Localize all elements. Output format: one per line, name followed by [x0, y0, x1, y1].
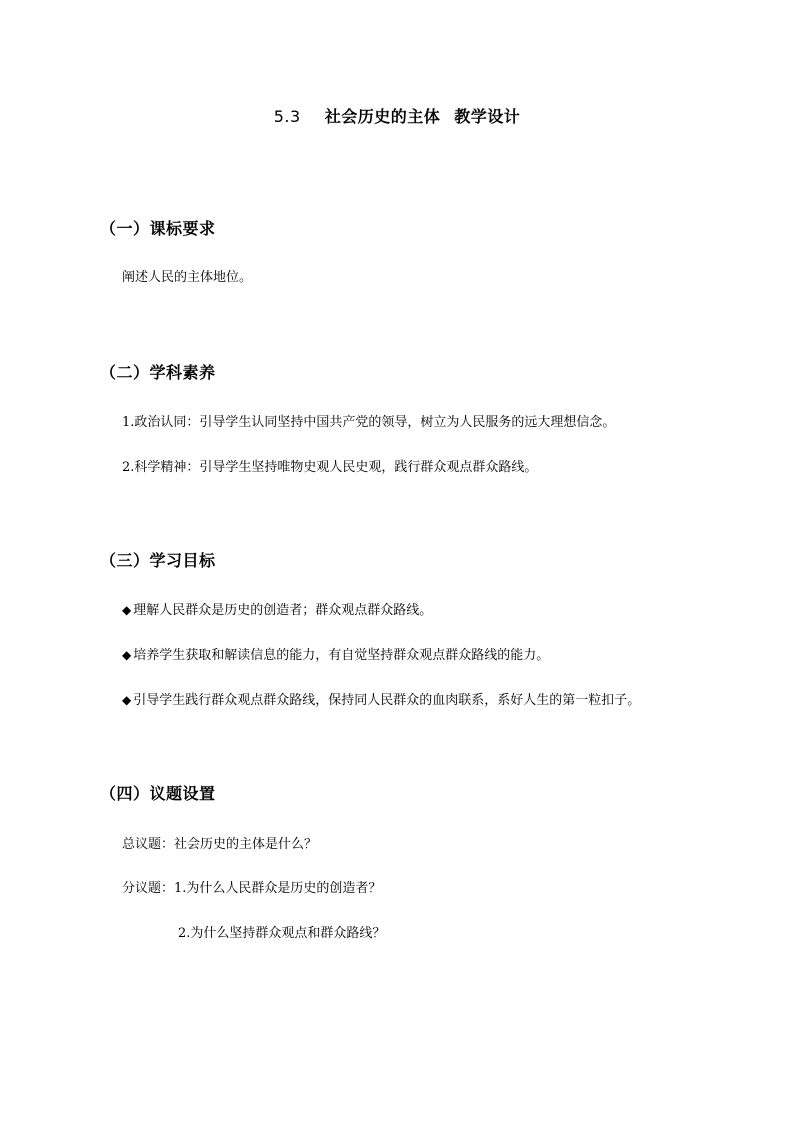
literacy-item-1: 1.政治认同：引导学生认同坚持中国共产党的领导，树立为人民服务的远大理想信念。	[122, 415, 616, 430]
document-title	[0, 104, 794, 127]
main-topic: 总议题：社会历史的主体是什么？	[122, 837, 318, 852]
objective-item-2	[122, 644, 549, 663]
section-heading-objectives: （三）学习目标	[100, 551, 216, 570]
lesson-title: 社会历史的主体	[324, 107, 441, 126]
objective-text: 引导学生践行群众观点群众路线，保持同人民群众的血肉联系，系好人生的第一粒扣子。	[133, 693, 641, 708]
diamond-bullet-icon: ◆	[122, 603, 132, 617]
objective-item-1	[122, 599, 432, 618]
curriculum-requirement: 阐述人民的主体地位。	[122, 270, 253, 285]
diamond-bullet-icon: ◆	[122, 648, 132, 662]
section-heading-topics: （四）议题设置	[100, 784, 216, 803]
section-heading-curriculum: （一）课标要求	[100, 219, 216, 238]
lesson-number: 5.3	[273, 107, 301, 126]
section-heading-literacy: （二）学科素养	[100, 363, 216, 382]
lesson-subtitle: 教学设计	[454, 107, 521, 126]
diamond-bullet-icon: ◆	[122, 693, 132, 707]
sub-topic-1: 分议题：1.为什么人民群众是历史的创造者？	[122, 881, 382, 896]
objective-text: 理解人民群众是历史的创造者；群众观点群众路线。	[133, 603, 433, 618]
sub-topic-2: 2.为什么坚持群众观点和群众路线？	[178, 926, 386, 941]
literacy-item-2: 2.科学精神：引导学生坚持唯物史观人民史观，践行群众观点群众路线。	[122, 460, 538, 475]
objective-text: 培养学生获取和解读信息的能力，有自觉坚持群众观点群众路线的能力。	[133, 648, 550, 663]
objective-item-3	[122, 689, 640, 708]
